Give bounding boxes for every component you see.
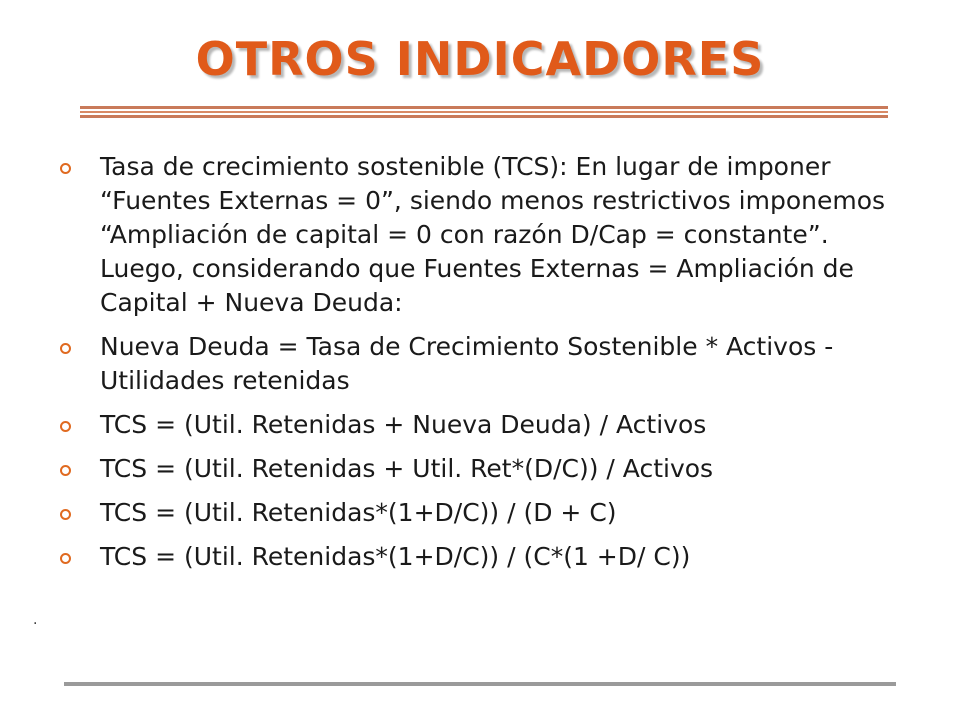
list-item bbox=[60, 540, 920, 574]
bullet-ring-icon bbox=[60, 553, 71, 564]
bullet-text: TCS = (Util. Retenidas*(1+D/C)) / (D + C) bbox=[100, 498, 617, 527]
bullet-ring-icon bbox=[60, 465, 71, 476]
list-item bbox=[60, 150, 920, 320]
list-item bbox=[60, 452, 920, 486]
bullet-ring-icon bbox=[60, 163, 71, 174]
bullet-text: TCS = (Util. Retenidas*(1+D/C)) / (C*(1 +D/ C)) bbox=[100, 542, 691, 571]
stray-dot: . bbox=[33, 612, 38, 628]
slide-title: OTROS INDICADORES bbox=[195, 32, 765, 86]
bullet-ring-icon bbox=[60, 343, 71, 354]
list-item bbox=[60, 330, 920, 398]
bullet-text: Nueva Deuda = Tasa de Crecimiento Sostenible * Activos - Utilidades retenidas bbox=[100, 332, 834, 395]
bullet-text: TCS = (Util. Retenidas + Nueva Deuda) / Activos bbox=[100, 410, 707, 439]
footer-divider bbox=[64, 682, 896, 686]
bullet-text: Tasa de crecimiento sostenible (TCS): En lugar de imponer “Fuentes Externas = 0”, siendo menos restrictivos imponemos “Ampliación de capital = 0 con razón D/Cap = constante”. Luego, considerando que Fuentes Externas = Ampliación de Capital + Nueva Deuda: bbox=[100, 152, 886, 317]
bullet-ring-icon bbox=[60, 421, 71, 432]
list-item bbox=[60, 496, 920, 530]
title-underline bbox=[80, 106, 888, 120]
list-item bbox=[60, 408, 920, 442]
bullet-list bbox=[60, 150, 920, 584]
bullet-text: TCS = (Util. Retenidas + Util. Ret*(D/C)) / Activos bbox=[100, 454, 714, 483]
bullet-ring-icon bbox=[60, 509, 71, 520]
